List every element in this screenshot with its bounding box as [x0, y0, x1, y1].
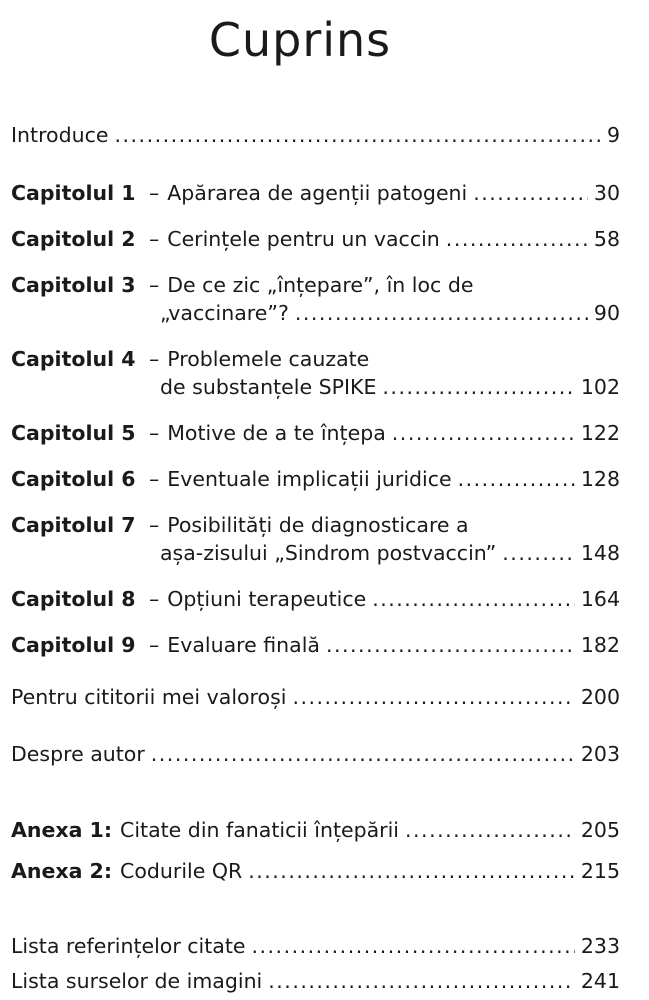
toc-entry-label: Lista referințelor citate — [11, 934, 246, 958]
leader-dots — [392, 419, 575, 447]
toc-entry-chapter-8[interactable] — [11, 585, 620, 613]
leader-dots — [405, 816, 575, 844]
chapter-title: Opțiuni terapeutice — [167, 587, 367, 611]
toc-entry-annex-2[interactable] — [11, 857, 620, 885]
chapter-dash: – — [149, 467, 160, 491]
chapter-label: Capitolul 6 — [11, 467, 136, 491]
chapter-dash: – — [149, 273, 160, 297]
leader-dots — [326, 631, 575, 659]
chapter-title: Cerințele pentru un vaccin — [167, 227, 440, 251]
toc-entry-chapter-6[interactable] — [11, 465, 620, 493]
chapter-label: Capitolul 1 — [11, 181, 136, 205]
chapter-title: Evaluare finală — [167, 633, 320, 657]
chapter-label: Capitolul 9 — [11, 633, 136, 657]
chapter-label: Capitolul 8 — [11, 587, 136, 611]
leader-dots — [115, 121, 601, 149]
leader-dots — [473, 179, 588, 207]
leader-dots — [382, 373, 574, 401]
chapter-dash: – — [149, 633, 160, 657]
chapter-dash: – — [149, 513, 160, 537]
toc-page-number: 200 — [580, 685, 620, 709]
toc-entry-chapter-4[interactable] — [11, 345, 620, 401]
annex-label: Anexa 1: — [11, 818, 113, 842]
toc-page-number: 182 — [580, 633, 620, 657]
annex-label: Anexa 2: — [11, 859, 113, 883]
annex-title: Citate din fanaticii înțepării — [120, 818, 400, 842]
chapter-title-line-1: De ce zic „înțepare”, în loc de — [167, 273, 474, 297]
toc-page-number: 205 — [580, 818, 620, 842]
toc-page-number: 58 — [593, 227, 620, 251]
toc-page-number: 90 — [593, 301, 620, 325]
toc-page-number: 148 — [580, 541, 620, 565]
leader-dots — [292, 683, 574, 711]
toc-entry-chapter-1[interactable] — [11, 179, 620, 207]
toc-entry-label: Pentru cititorii mei valoroși — [11, 685, 287, 709]
toc-entry-author[interactable] — [11, 740, 620, 768]
chapter-dash: – — [149, 421, 160, 445]
chapter-title-line-2: așa-zisului „Sindrom postvaccin” — [160, 541, 497, 565]
chapter-label: Capitolul 7 — [11, 513, 136, 537]
toc-entry-chapter-5[interactable] — [11, 419, 620, 447]
chapter-dash: – — [149, 227, 160, 251]
annex-title: Codurile QR — [120, 859, 243, 883]
chapter-dash: – — [149, 181, 160, 205]
chapter-title: Motive de a te înțepa — [167, 421, 386, 445]
toc-page-number: 122 — [580, 421, 620, 445]
toc-entry-chapter-3[interactable] — [11, 271, 620, 327]
chapter-label: Capitolul 4 — [11, 347, 136, 371]
toc-entry-annex-1[interactable] — [11, 816, 620, 844]
toc-entry-label: Despre autor — [11, 742, 145, 766]
toc-entry-chapter-9[interactable] — [11, 631, 620, 659]
chapter-title-line-1: Problemele cauzate — [167, 347, 370, 371]
chapter-title: Apărarea de agenții patogeni — [167, 181, 468, 205]
leader-dots — [502, 539, 575, 567]
leader-dots — [252, 932, 575, 960]
chapter-dash: – — [149, 587, 160, 611]
toc-entry-label: Lista surselor de imagini — [11, 969, 263, 993]
chapter-title-line-2: „vaccinare”? — [160, 301, 289, 325]
leader-dots — [248, 857, 575, 885]
toc-page-number: 203 — [580, 742, 620, 766]
leader-dots — [295, 299, 588, 327]
toc-entry-label: Introduce — [11, 123, 109, 147]
toc-page-number: 164 — [580, 587, 620, 611]
leader-dots — [151, 740, 575, 768]
toc-entry-intro[interactable] — [11, 121, 620, 149]
toc-page-number: 215 — [580, 859, 620, 883]
toc-entry-chapter-7[interactable] — [11, 511, 620, 567]
leader-dots — [372, 585, 575, 613]
chapter-title: Eventuale implicații juridice — [167, 467, 452, 491]
leader-dots — [446, 225, 588, 253]
chapter-label: Capitolul 5 — [11, 421, 136, 445]
toc-entry-references[interactable] — [11, 932, 620, 960]
toc-page-number: 233 — [580, 934, 620, 958]
page-title: Cuprins — [208, 13, 392, 67]
toc-entry-image-sources[interactable] — [11, 967, 620, 995]
leader-dots — [268, 967, 575, 995]
chapter-label: Capitolul 2 — [11, 227, 136, 251]
toc-page-number: 30 — [593, 181, 620, 205]
toc-page-number: 102 — [580, 375, 620, 399]
toc-page-number: 9 — [606, 123, 620, 147]
toc-entry-chapter-2[interactable] — [11, 225, 620, 253]
leader-dots — [458, 465, 575, 493]
chapter-title-line-2: de substanțele SPIKE — [160, 375, 377, 399]
toc-entry-readers[interactable] — [11, 683, 620, 711]
toc-page-number: 128 — [580, 467, 620, 491]
chapter-title-line-1: Posibilități de diagnosticare a — [167, 513, 469, 537]
toc-page-number: 241 — [580, 969, 620, 993]
chapter-dash: – — [149, 347, 160, 371]
chapter-label: Capitolul 3 — [11, 273, 136, 297]
